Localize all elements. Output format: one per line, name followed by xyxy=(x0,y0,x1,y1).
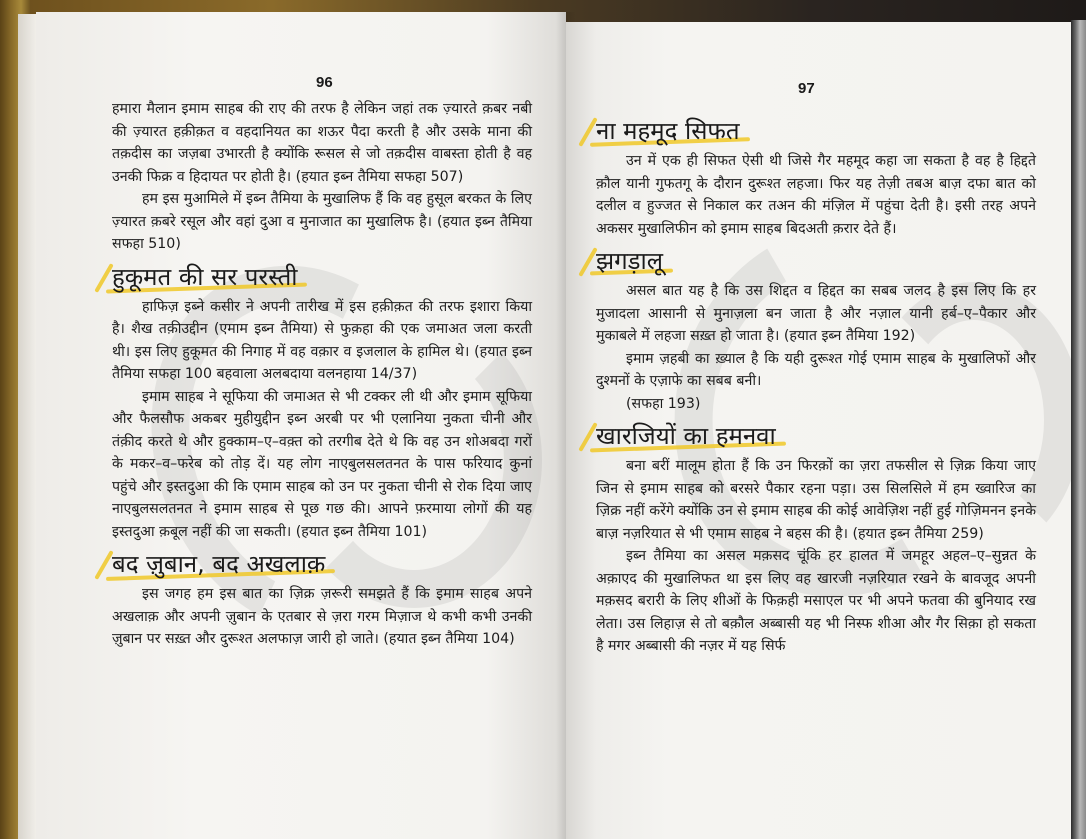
paragraph: बना बरीं मालूम होता हैं कि उन फिरक़ों का ज़रा तफसील से ज़िक्र किया जाए जिन से इमाम साहब को बरसरे पैकार रहना पड़ा। उस सिलसिले में हम ख्वारिज का ज़िक्र नहीं करेंगे क्योंकि उन से इमाम साहब की कोई आवेज़िश नहीं हुई गोज़िमनन इनके बाज़ नज़रियात से भी एमाम साहब ने बहस की है। (हयात इब्न तैमिया 259) xyxy=(596,458,1036,542)
heading-row xyxy=(112,543,532,583)
section-heading-text: झगड़ालू xyxy=(596,247,663,275)
heading-row xyxy=(596,240,1036,280)
highlighter-mark xyxy=(94,550,113,580)
section-heading-text: बद ज़ुबान, बद अखलाक़ xyxy=(112,550,326,578)
page-text-body xyxy=(112,98,532,651)
heading-row xyxy=(596,415,1036,455)
left-page xyxy=(36,12,566,839)
paragraph: हाफिज़ इब्ने कसीर ने अपनी तारीख में इस हक़ीक़त की तरफ इशारा किया है। शैख तक़ीउद्दीन (एमाम इब्न तैमिया) से फुक़हा की एक जमाअत जला करती थी। इस लिए हुकूमत की निगाह में वह वक़ार व इजलाल के हामिल थे। (हयात इब्न तैमिया सफहा 100 बहवाला अलबदाया वलनहाया 14/37) xyxy=(112,298,532,382)
section-heading-text: खारजियों का हमनवा xyxy=(596,422,776,450)
page-number: 96 xyxy=(316,74,333,91)
highlighter-mark xyxy=(94,263,113,293)
section-heading-text: ना महमूद सिफत xyxy=(596,117,740,145)
paragraph: हम इस मुआमिले में इब्न तैमिया के मुखालिफ हैं कि वह हुसूल बरकत के लिए ज़्यारत क़बरे रसूल और वहां दुआ व मुनाजात का मुखालिफ है। (हयात इब्न तैमिया सफहा 510) xyxy=(112,191,532,252)
section-heading-text: हुकूमत की सर परस्ती xyxy=(112,262,298,291)
right-page xyxy=(566,22,1071,839)
paragraph: इब्न तैमिया का असल मक़सद चूंकि हर हालत में जमहूर अहल–ए–सुन्नत के अक़ाएद की मुखालिफत था इस लिए वह खारजी नज़रियात रखने के बावजूद अपनी मक़सद बरारी के लिए शीओं के फिक़ही मसाएल पर भी अपने फतवा की बुनियाद रख लेता। उस लिहाज़ से तो बक़ौल अब्बासी यह भी निस्फ शीआ और गैर सिक़ा हो सकता है मगर अब्बासी की नज़र में यह सिर्फ xyxy=(596,548,1036,654)
heading-row xyxy=(596,110,1036,150)
section-heading xyxy=(112,545,325,583)
section-heading xyxy=(596,112,740,150)
section-heading xyxy=(596,242,663,280)
page-stack-edge-right xyxy=(1071,20,1086,839)
section-heading xyxy=(112,258,297,296)
paragraph: (सफहा 193) xyxy=(626,395,701,412)
page-number: 97 xyxy=(798,80,815,97)
paragraph: उन में एक ही सिफत ऐसी थी जिसे गैर महमूद कहा जा सकता है वह है हिद्दते क़ौल यानी गुफतगू के दौरान दुरूश्त लहजा। फिर यह तेज़ी तबअ बाज़ दफा बात को दलील व हुज्जत से निकाल कर तअन की मंज़िल में पहुंचा देती है। इसी तरह अपने अकसर मुखालिफीन को इमाम साहब बिदअती क़रार देते हैं। xyxy=(596,153,1036,237)
paragraph: हमारा मैलान इमाम साहब की राए की तरफ है लेकिन जहां तक ज़्यारते क़बर नबी की ज़्यारत हक़ीक़त व वहदानियत का शऊर पैदा करती है और उसके माना की तक़दीस का जज़बा उभारती है क्योंकि रूसल से जो तक़दीस वाबस्ता होती है वह उनकी फिक्र व हिदायत पर होती है। (हयात इब्न तैमिया सफहा 507) xyxy=(112,101,532,185)
page-text-body xyxy=(596,110,1036,658)
paragraph: इमाम ज़हबी का ख़्याल है कि यही दुरूश्त गोई एमाम साहब के मुखालिफों और दुश्मनों के एज़ाफे का सबब बनी। xyxy=(596,350,1036,389)
paragraph: इस जगह हम इस बात का ज़िक्र ज़रूरी समझते हैं कि इमाम साहब अपने अखलाक़ और अपनी ज़ुबान के एतबार से ज़रा गरम मिज़ाज थे कभी कभी उनकी ज़ुबान पर सख़्त और दुरूश्त अलफाज़ जारी हो जाते। (हयात इब्न तैमिया 104) xyxy=(112,586,532,647)
heading-row xyxy=(112,256,532,296)
paragraph: इमाम साहब ने सूफिया की जमाअत से भी टक्कर ली थी और इमाम सूफिया और फैलसौफ अकबर मुहीयुद्दीन इब्न अरबी पर भी एलानिया नुकता चीनी और तंक़ीद करते थे और हुक्काम–ए–वक़्त को तरगीब देते थे कि वह उन शोअबदा गरों के मकर–व–फरेब को तोड़ दें। यह लोग नाएबुलसलतनत के पास फरियाद कुनां पहुंचे और इस्तदुआ की कि एमाम साहब को उन पर नुकता चीनी से रोक दिया जाए नाएबुलसलतनत ने इमाम साहब से पूछ गछ की। आपने फ़रमाया लोगों की यह इस्तदुआ क़बूल नहीं की जा सकती। (हयात इब्न तैमिया 101) xyxy=(112,388,532,540)
section-heading xyxy=(596,417,776,455)
paragraph: असल बात यह है कि उस शिद्दत व हिद्दत का सबब जलद है इस लिए कि हर मुजादला आसानी से मुनाज़ला बन जाता है और नज़ाल यानी हर्ब–ए–पैकार और मुकाबले में लहजा सख़्त हो जाता है। (हयात इब्न तैमिया 192) xyxy=(596,283,1036,344)
